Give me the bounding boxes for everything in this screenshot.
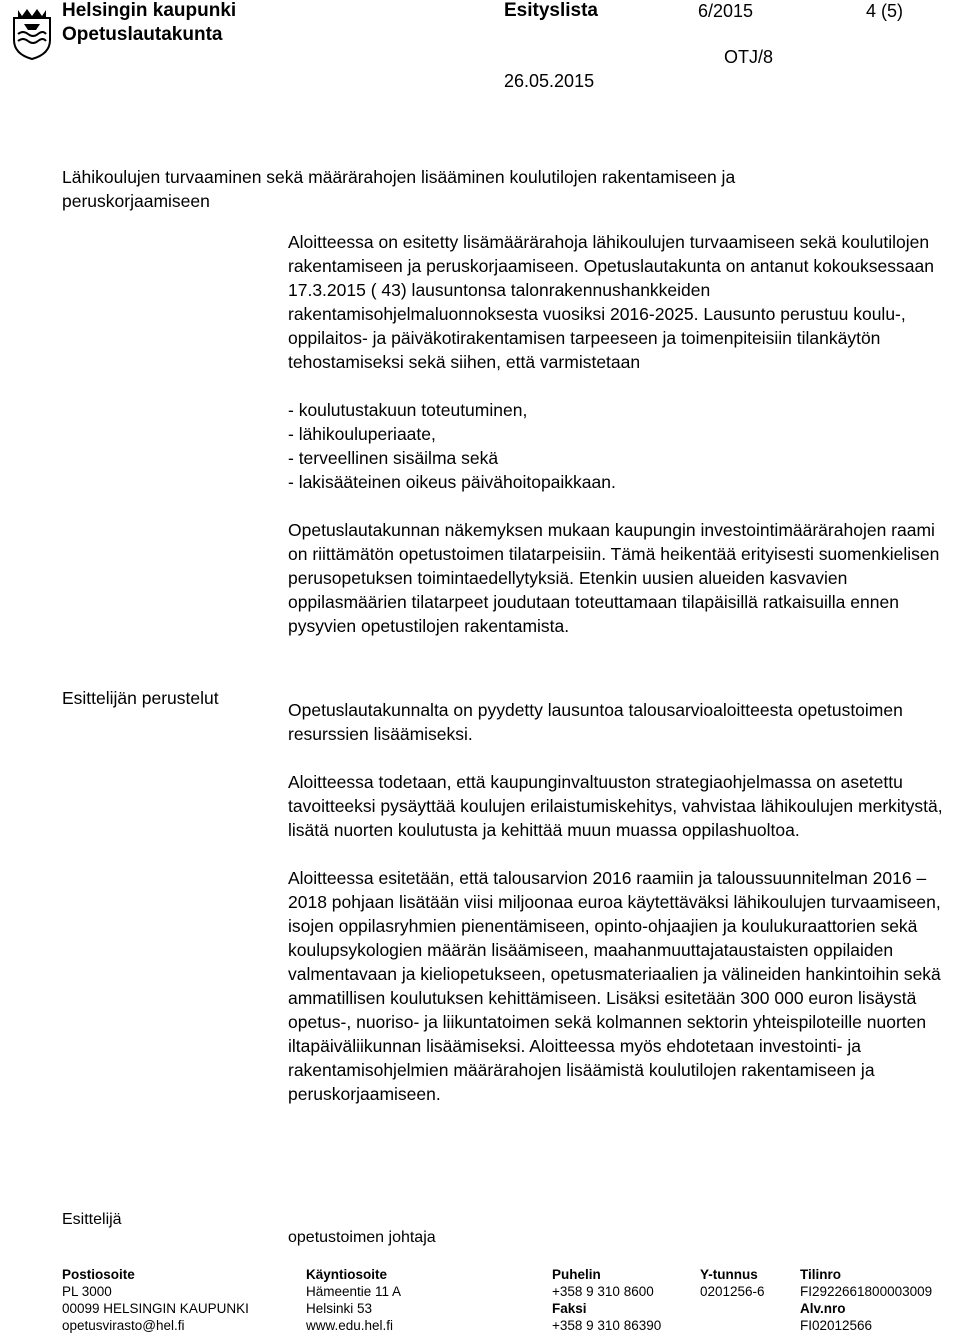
footer-heading: Y-tunnus	[700, 1267, 758, 1282]
paragraph-1: Aloitteessa on esitetty lisämäärärahoja lähikoulujen turvaamiseen sekä koulutilojen rakentamiseen ja peruskorjaamiseen. Opetuslautakunta on antanut kokouksessaan 17.3.2015 ( 43) lausuntonsa talonrakennushankkeiden rakentamisohjelmaluonnoksesta vuosiksi 2016-2025. Lausunto perustuu koulu-, oppilaitos- ja päiväkotirakentamisen tarpeeseen ja toimenpiteisiin tilankäytön tehostamiseksi sekä siihen, että varmistetaan	[288, 232, 934, 372]
board-name: Opetuslautakunta	[62, 24, 223, 45]
footer-line: Helsinki 53	[306, 1301, 373, 1316]
paragraph-3: Opetuslautakunnalta on pyydetty lausuntoa talousarvioaloitteesta opetustoimen resurssien lisäämiseksi.	[288, 700, 903, 744]
footer-line: +358 9 310 86390	[552, 1318, 662, 1333]
footer-email: opetusvirasto@hel.fi	[62, 1318, 185, 1333]
footer-line: FI2922661800003009	[800, 1284, 933, 1299]
footer-business-id	[700, 1266, 765, 1300]
footer-line: PL 3000	[62, 1284, 112, 1299]
organization-name: Helsingin kaupunki	[62, 0, 237, 21]
list-item: - koulutustakuun toteutuminen,	[288, 400, 528, 420]
agenda-item-title: Lähikoulujen turvaaminen sekä määrärahojen lisääminen koulutilojen rakentamiseen ja peruskorjaamiseen	[62, 167, 736, 211]
footer-phone	[552, 1266, 661, 1334]
paragraph-2: Opetuslautakunnan näkemyksen mukaan kaupungin investointimäärärahojen raami on riittämätön opetustoimen tilatarpeisiin. Tämä heikentää erityisesti suomenkielisen perusopetuksen toimintaedellytyksiä. Etenkin uusien alueiden kasvavien oppilasmäärien tilatarpeet joudutaan toteuttamaan tilapäisillä ratkaisuilla ennen pysyvien opetustilojen rakentamista.	[288, 520, 940, 636]
signer-title: opetustoimen johtaja	[288, 1229, 436, 1246]
footer-heading: Faksi	[552, 1301, 587, 1316]
paragraph-4: Aloitteessa todetaan, että kaupunginvaltuuston strategiaohjelmassa on asetettu tavoitteeksi pysäyttää koulujen erilaistumiskehitys, vahvistaa lähikoulujen merkitystä, lisätä nuorten koulutusta ja kehittää muun muassa oppilashuoltoa.	[288, 772, 943, 840]
list-item: - lakisääteinen oikeus päivähoitopaikkaan.	[288, 472, 616, 492]
helsinki-coat-of-arms-logo	[10, 4, 54, 60]
footer-heading: Puhelin	[552, 1267, 601, 1282]
footer-heading: Käyntiosoite	[306, 1267, 388, 1282]
footer-account	[800, 1266, 932, 1334]
footer-line: FI02012566	[800, 1318, 873, 1333]
meeting-number: 6/2015	[698, 1, 754, 21]
footer-website: www.edu.hel.fi	[306, 1318, 394, 1333]
item-reference: OTJ/8	[724, 47, 774, 67]
presenter-label: Esittelijä	[62, 1211, 122, 1228]
page-number: 4 (5)	[866, 1, 904, 21]
meeting-date: 26.05.2015	[504, 71, 595, 91]
footer-line: 00099 HELSINGIN KAUPUNKI	[62, 1301, 249, 1316]
footer-heading: Tilinro	[800, 1267, 842, 1282]
list-item: - terveellinen sisäilma sekä	[288, 448, 499, 468]
footer-heading: Alv.nro	[800, 1301, 846, 1316]
rationale-label: Esittelijän perustelut	[62, 688, 219, 708]
footer-visiting	[306, 1266, 401, 1334]
body-text	[288, 230, 948, 1106]
document-type: Esityslista	[504, 0, 598, 21]
footer-line: +358 9 310 8600	[552, 1284, 654, 1299]
footer-postal	[62, 1266, 249, 1334]
footer-line: Hämeentie 11 A	[306, 1284, 402, 1299]
paragraph-5: Aloitteessa esitetään, että talousarvion 2016 raamiin ja taloussuunnitelman 2016 – 2018 pohjaan lisätään viisi miljoonaa euroa käytettäväksi lähikoulujen turvaamiseen, isojen oppilasryhmien pienentämiseen, opinto-ohjaajien ja koulukuraattorien sekä koulupsykologien määrän lisäämiseen, maahanmuuttajataustaisten oppilaiden valmentavaan ja kieliopetukseen, opetusmateriaalien ja välineiden hankintoihin sekä ammatillisen koulutuksen kehittämiseen. Lisäksi esitetään 300 000 euron lisäystä opetus-, nuoriso- ja liikuntatoimen sekä kolmannen sektorin yhteispiloteille nuorten iltapäiväliikunnan lisäämiseksi. Aloitteessa myös ehdotetaan investointi- ja rakentamisohjelmien määrärahojen lisäämistä koulutilojen rakentamiseen ja peruskorjaamiseen.	[288, 868, 941, 1104]
footer-heading: Postiosoite	[62, 1267, 135, 1282]
list-item: - lähikouluperiaate,	[288, 424, 436, 444]
footer-line: 0201256-6	[700, 1284, 765, 1299]
criteria-list	[288, 398, 948, 494]
